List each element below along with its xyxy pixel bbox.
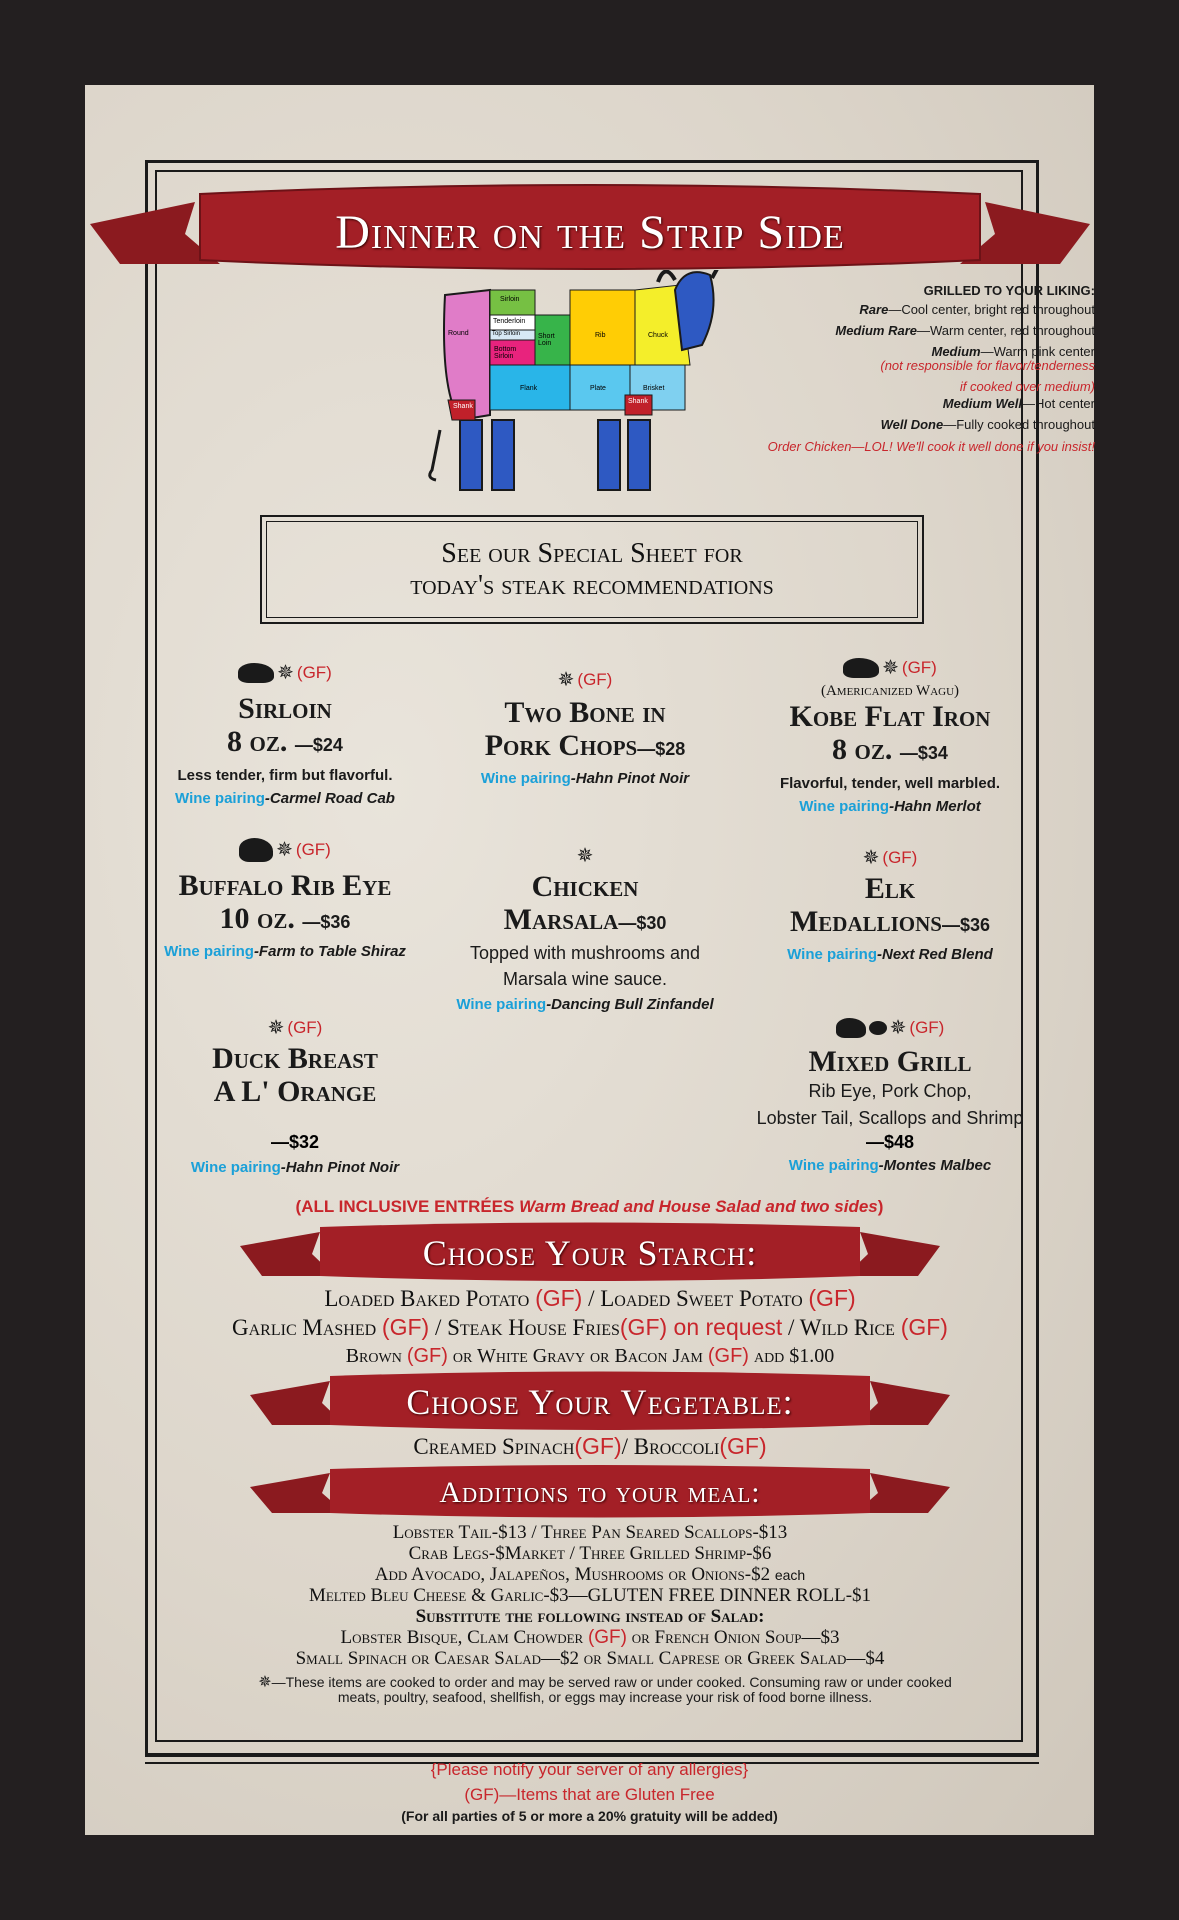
entree-weight: 10 oz. [219, 901, 295, 935]
gf-badge: (GF) [901, 657, 937, 677]
entree-description-1: Topped with mushrooms and [469, 943, 701, 963]
wine-pairing: Wine pairing-Hahn Pinot Noir [480, 770, 690, 787]
beef-cuts-diagram [420, 270, 720, 495]
entree-description: Flavorful, tender, well marbled. [779, 774, 1001, 792]
cut-label-shank-front: Shank [628, 398, 648, 405]
wine-pairing: Wine pairing-Hahn Merlot [799, 797, 981, 815]
doneness-medium: Medium—Warm pink center [931, 344, 1095, 359]
doneness-chicken: Order Chicken—LOL! We'll cook it well done if you insist! [767, 439, 1095, 454]
gf-badge: (GF) [577, 669, 613, 689]
cow-icon [238, 663, 274, 683]
entree-title-2: A L' Orange [213, 1075, 377, 1108]
entree-price: —$36 [941, 915, 991, 935]
allergy-note: {Please notify your server of any allergies} [430, 1760, 749, 1779]
entree-description-1: Rib Eye, Pork Chop, [808, 1080, 972, 1101]
entree-mixed-grill [715, 1015, 1065, 1174]
entree-title-2: Marsala [503, 903, 619, 936]
entree-title: Kobe Flat Iron [789, 699, 991, 733]
cut-label-tenderloin: Tenderloin [493, 318, 526, 325]
cut-label-plate: Plate [590, 385, 606, 392]
wine-pairing: Wine pairing-Carmel Road Cab [175, 789, 395, 807]
entree-price: —$30 [618, 913, 667, 933]
entree-price: —$28 [637, 739, 686, 759]
menu-paper [85, 85, 1094, 1835]
raw-warning-icon: ✵ [557, 669, 575, 691]
raw-warning-icon: ✵ [889, 1017, 907, 1039]
entree-pork-chops [435, 667, 735, 787]
entree-title: Mixed Grill [808, 1044, 972, 1078]
additions-line-1: Lobster Tail-$13 / Three Pan Seared Scallops-$13 [392, 1522, 788, 1543]
doneness-well-done: Well Done—Fully cooked throughout [880, 417, 1095, 432]
cut-label-round: Round [448, 330, 469, 337]
entree-sirloin [135, 660, 435, 807]
raw-food-disclaimer: ✵—These items are cooked to order and may be served raw or under cooked. Consuming raw or under cooked meats, poultry, seafood, shellfish, or eggs may increase your risk of food borne illness. [258, 1674, 952, 1705]
doneness-rare: Rare—Cool center, bright red throughout [859, 302, 1095, 317]
gratuity-note: (For all parties of 5 or more a 20% gratuity will be added) [401, 1808, 778, 1824]
entree-price: —$36 [302, 911, 351, 932]
shrimp-icon [869, 1021, 887, 1035]
raw-warning-icon: ✵ [277, 662, 294, 684]
cut-label-rib: Rib [595, 332, 606, 339]
starch-banner [240, 1222, 940, 1284]
entree-buffalo-rib-eye [120, 837, 450, 960]
special-line-2: today's steak recommendations [410, 569, 774, 601]
gf-badge: (GF) [296, 662, 332, 682]
entree-weight: 8 oz. [832, 732, 893, 766]
wine-pairing: Wine pairing-Montes Malbec [788, 1156, 992, 1174]
raw-warning-icon: ✵ [276, 839, 293, 861]
entree-title: Sirloin [238, 691, 332, 725]
raw-warning-icon: ✵ [862, 847, 880, 869]
gf-badge: (GF) [287, 1017, 323, 1037]
entree-title: Chicken [531, 870, 639, 903]
additions-line-6: Lobster Bisque, Clam Chowder (GF) or French Onion Soup—$3 [340, 1627, 840, 1648]
doneness-medium-well: Medium Well—Hot center [942, 396, 1095, 411]
additions-line-4: Melted Bleu Cheese & Garlic-$3—GLUTEN FREE DINNER ROLL-$1 [308, 1585, 872, 1606]
additions-line-2: Crab Legs-$Market / Three Grilled Shrimp-$6 [408, 1543, 772, 1564]
wine-pairing: Wine pairing-Next Red Blend [787, 946, 993, 963]
raw-warning-icon: ✵ [267, 1017, 285, 1039]
entree-description-2: Marsala wine sauce. [502, 969, 668, 989]
gf-badge: (GF) [882, 847, 918, 867]
entree-title: Elk [864, 872, 916, 905]
starch-line-1: Loaded Baked Potato (GF) / Loaded Sweet Potato (GF) [324, 1285, 856, 1311]
cow-icon [843, 658, 879, 678]
entree-title: Buffalo Rib Eye [178, 868, 392, 902]
wine-pairing: Wine pairing-Farm to Table Shiraz [164, 942, 406, 960]
special-line-1: See our Special Sheet for [441, 537, 743, 569]
entree-elk-medallions [735, 845, 1045, 963]
entree-title-2: Medallions [789, 905, 942, 938]
additions-title: Additions to your meal: [439, 1475, 761, 1509]
wine-pairing: Wine pairing-Hahn Pinot Noir [190, 1159, 400, 1176]
entree-price: —$24 [294, 734, 343, 755]
entree-kobe-flat-iron [725, 655, 1055, 815]
doneness-note-2: if cooked over medium) [959, 379, 1095, 394]
entree-duck [145, 1015, 445, 1176]
title-banner [90, 182, 1090, 282]
entree-price: —$48 [865, 1131, 915, 1152]
cut-label-chuck: Chuck [648, 332, 668, 339]
additions-line-7: Small Spinach or Caesar Salad—$2 or Small Caprese or Greek Salad—$4 [295, 1648, 885, 1669]
entree-title: Two Bone in [504, 696, 666, 729]
page-title: Dinner on the Strip Side [335, 205, 845, 259]
cut-label-flank: Flank [520, 385, 538, 392]
gf-badge: (GF) [295, 839, 331, 859]
entree-chicken-marsala [435, 843, 735, 1013]
cut-label-brisket: Brisket [643, 385, 665, 392]
vegetable-banner [250, 1371, 950, 1433]
gluten-free-note: (GF)—Items that are Gluten Free [464, 1785, 715, 1804]
doneness-guide [705, 283, 1095, 458]
cut-label-bottom-sirloin: Bottom Sirloin [494, 346, 517, 360]
cut-label-short-loin: Short Loin [538, 333, 555, 347]
doneness-note-1: (not responsible for flavor/tenderness [880, 358, 1095, 373]
raw-warning-icon: ✵ [576, 845, 594, 867]
doneness-heading: GRILLED TO YOUR LIKING: [923, 283, 1095, 298]
entree-title-2: Pork Chops [484, 729, 638, 762]
doneness-medium-rare: Medium Rare—Warm center, red throughout [835, 323, 1095, 338]
raw-warning-icon: ✵ [882, 657, 899, 679]
entree-description: Less tender, firm but flavorful. [177, 766, 393, 784]
additions-banner [250, 1465, 950, 1520]
cut-label-top-sirloin: Top Sirloin [492, 331, 521, 337]
entree-price: —$32 [270, 1132, 320, 1152]
entree-subtitle: (Americanized Wagu) [820, 682, 960, 699]
raw-warning-icon: ✵ [258, 1674, 272, 1691]
special-sheet-box [260, 515, 924, 624]
additions-line-3: Add Avocado, Jalapeños, Mushrooms or Onions-$2 each [374, 1564, 806, 1585]
vegetable-line: Creamed Spinach(GF)/ Broccoli(GF) [413, 1433, 767, 1459]
starch-line-2: Garlic Mashed (GF) / Steak House Fries(GF) on request / Wild Rice (GF) [232, 1314, 948, 1340]
cut-label-sirloin: Sirloin [500, 296, 520, 303]
additions-line-5: Substitute the following instead of Salad: [415, 1606, 765, 1627]
gf-badge: (GF) [909, 1017, 945, 1037]
entree-description-2: Lobster Tail, Scallops and Shrimp [756, 1107, 1024, 1128]
entree-price: —$34 [899, 742, 948, 763]
wine-pairing: Wine pairing-Dancing Bull Zinfandel [456, 996, 714, 1013]
entree-weight: 8 oz. [227, 724, 288, 758]
cut-label-shank-rear: Shank [453, 403, 473, 410]
entree-title: Duck Breast [212, 1042, 378, 1075]
starch-title: Choose Your Starch: [422, 1233, 758, 1273]
cow-icon [836, 1018, 866, 1038]
starch-line-3: Brown (GF) or White Gravy or Bacon Jam (GF) add $1.00 [345, 1345, 835, 1367]
vegetable-title: Choose Your Vegetable: [406, 1382, 794, 1422]
buffalo-icon [239, 838, 273, 862]
all-inclusive-note: (ALL INCLUSIVE ENTRÉES Warm Bread and House Salad and two sides) [295, 1197, 884, 1216]
